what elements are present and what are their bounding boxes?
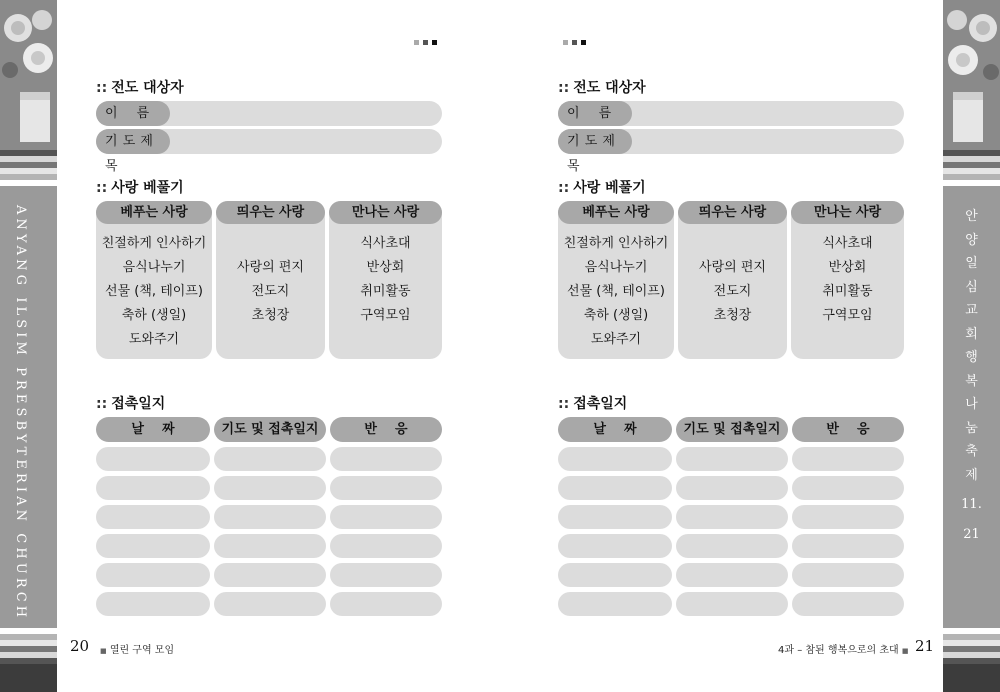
- log-cell-prayer[interactable]: [214, 534, 326, 558]
- log-cell-date[interactable]: [96, 563, 210, 587]
- log-cell-prayer[interactable]: [676, 447, 788, 471]
- log-cell-date[interactable]: [558, 563, 672, 587]
- footer-marker: ■: [901, 647, 909, 655]
- log-cell-date[interactable]: [96, 447, 210, 471]
- page-number: 20: [70, 637, 90, 655]
- column-header: 베푸는 사랑: [96, 201, 212, 224]
- column-header: 베푸는 사랑: [558, 201, 674, 224]
- list-item: 도와주기: [590, 332, 642, 347]
- list-item: 초청장: [251, 308, 290, 323]
- list-item: 음식나누기: [122, 260, 186, 275]
- prayer-topic-field[interactable]: [96, 129, 442, 174]
- log-cell-response[interactable]: [792, 476, 904, 500]
- list-item: 전도지: [713, 284, 752, 299]
- log-header-response: 반 응: [330, 417, 442, 442]
- column-items: [791, 232, 904, 328]
- list-item: 식사초대: [360, 236, 411, 251]
- log-cell-prayer[interactable]: [676, 505, 788, 529]
- festival-char: 회: [965, 326, 978, 342]
- log-cell-date[interactable]: [558, 447, 672, 471]
- share-section-title: :: 사랑 베풀기: [558, 180, 646, 196]
- log-cell-response[interactable]: [792, 505, 904, 529]
- festival-char: 21: [963, 526, 980, 542]
- column-items: [678, 256, 787, 328]
- church-name-text: ANYANG ILSIM PRESBYTERIAN CHURCH: [13, 205, 28, 622]
- list-item: 선물 (책, 테이프): [105, 284, 203, 299]
- list-item: 선물 (책, 테이프): [567, 284, 665, 299]
- list-item: 친절하게 인사하기: [101, 236, 207, 251]
- footer-text: 열린 구역 모임: [109, 645, 175, 656]
- column-items: [329, 232, 442, 328]
- festival-char: 제: [965, 467, 978, 483]
- left-side-strip: [0, 0, 57, 692]
- log-cell-prayer[interactable]: [214, 563, 326, 587]
- column-items: [216, 256, 325, 328]
- footer-title: [778, 641, 909, 656]
- share-column-give: [96, 201, 212, 359]
- log-cell-date[interactable]: [96, 505, 210, 529]
- log-cell-response[interactable]: [792, 447, 904, 471]
- church-name-vertical: [0, 205, 57, 630]
- list-item: 축하 (생일): [121, 308, 187, 323]
- list-item: 반상회: [366, 260, 405, 275]
- prayer-topic-label: 기 도 제 목: [558, 129, 632, 154]
- log-cell-response[interactable]: [330, 447, 442, 471]
- prayer-topic-field[interactable]: [558, 129, 904, 174]
- list-item: 전도지: [251, 284, 290, 299]
- list-item: 반상회: [828, 260, 867, 275]
- column-header: 띄우는 사랑: [678, 201, 787, 224]
- festival-char: 행: [965, 350, 978, 365]
- log-cell-prayer[interactable]: [214, 505, 326, 529]
- festival-char: 심: [965, 279, 978, 295]
- name-field[interactable]: [558, 101, 904, 126]
- flower-photo: [0, 0, 57, 150]
- column-items: [96, 232, 212, 352]
- list-item: 초청장: [713, 308, 752, 323]
- log-cell-date[interactable]: [96, 476, 210, 500]
- target-section-title: :: 전도 대상자: [558, 80, 646, 96]
- share-column-send: [678, 201, 787, 359]
- log-header-prayer: 기도 및 접촉일지: [676, 417, 788, 442]
- page-number: 21: [915, 637, 935, 655]
- log-section-title: :: 접촉일지: [96, 396, 166, 412]
- log-cell-date[interactable]: [96, 534, 210, 558]
- list-item: 사랑의 편지: [699, 260, 766, 275]
- log-cell-prayer[interactable]: [214, 447, 326, 471]
- list-item: 구역모임: [822, 308, 873, 323]
- log-cell-prayer[interactable]: [676, 592, 788, 616]
- flower-photo: [943, 0, 1000, 150]
- list-item: 구역모임: [360, 308, 411, 323]
- log-header-prayer: 기도 및 접촉일지: [214, 417, 326, 442]
- log-cell-date[interactable]: [558, 505, 672, 529]
- list-item: 도와주기: [128, 332, 180, 347]
- stripe-bands-top: [943, 150, 1000, 186]
- list-item: 친절하게 인사하기: [563, 236, 669, 251]
- list-item: 취미활동: [360, 284, 411, 299]
- festival-char: 양: [965, 232, 978, 248]
- footer-text: 4과 – 참된 행복으로의 초대: [778, 645, 899, 656]
- festival-char: 11.: [961, 497, 982, 512]
- log-cell-response[interactable]: [330, 534, 442, 558]
- list-item: 축하 (생일): [583, 308, 649, 323]
- prayer-topic-label: 기 도 제 목: [96, 129, 170, 154]
- share-column-meet: [329, 201, 442, 359]
- festival-char: 복: [965, 373, 978, 389]
- festival-char: 안: [965, 209, 978, 224]
- name-label: 이 름: [96, 101, 170, 126]
- log-header-date: 날 짜: [96, 417, 210, 442]
- festival-char: 눔: [965, 420, 978, 436]
- log-cell-prayer[interactable]: [214, 592, 326, 616]
- footer-marker: ■: [100, 647, 107, 655]
- log-cell-response[interactable]: [792, 592, 904, 616]
- column-header: 만나는 사랑: [791, 201, 904, 224]
- log-cell-prayer[interactable]: [676, 534, 788, 558]
- log-cell-date[interactable]: [96, 592, 210, 616]
- log-header-date: 날 짜: [558, 417, 672, 442]
- log-cell-response[interactable]: [330, 592, 442, 616]
- column-header: 만나는 사랑: [329, 201, 442, 224]
- share-column-give: [558, 201, 674, 359]
- flower-vase-image: [943, 0, 1000, 150]
- log-header-response: 반 응: [792, 417, 904, 442]
- share-column-send: [216, 201, 325, 359]
- stripe-bands-bottom: [943, 628, 1000, 692]
- target-section-title: :: 전도 대상자: [96, 80, 184, 96]
- flower-vase-image: [0, 0, 57, 150]
- log-cell-prayer[interactable]: [214, 476, 326, 500]
- column-header: 띄우는 사랑: [216, 201, 325, 224]
- festival-name-vertical: [943, 205, 1000, 546]
- log-cell-response[interactable]: [330, 563, 442, 587]
- page-dots: [414, 40, 437, 45]
- log-cell-date[interactable]: [558, 534, 672, 558]
- log-cell-response[interactable]: [330, 505, 442, 529]
- share-section-title: :: 사랑 베풀기: [96, 180, 184, 196]
- log-cell-response[interactable]: [792, 534, 904, 558]
- log-cell-prayer[interactable]: [676, 563, 788, 587]
- name-field[interactable]: [96, 101, 442, 126]
- share-column-meet: [791, 201, 904, 359]
- column-items: [558, 232, 674, 352]
- list-item: 음식나누기: [584, 260, 648, 275]
- log-section-title: :: 접촉일지: [558, 396, 628, 412]
- log-cell-response[interactable]: [330, 476, 442, 500]
- log-cell-response[interactable]: [792, 563, 904, 587]
- festival-char: 나: [965, 397, 978, 412]
- footer-title: [100, 641, 174, 656]
- page-dots: [563, 40, 586, 45]
- log-cell-date[interactable]: [558, 476, 672, 500]
- list-item: 취미활동: [822, 284, 873, 299]
- festival-char: 교: [965, 303, 978, 318]
- list-item: 식사초대: [822, 236, 873, 251]
- right-side-strip: [943, 0, 1000, 692]
- festival-char: 축: [965, 444, 978, 459]
- name-label: 이 름: [558, 101, 632, 126]
- list-item: 사랑의 편지: [237, 260, 304, 275]
- stripe-bands-bottom: [0, 628, 57, 692]
- stripe-bands-top: [0, 150, 57, 186]
- log-cell-date[interactable]: [558, 592, 672, 616]
- log-cell-prayer[interactable]: [676, 476, 788, 500]
- festival-char: 일: [965, 256, 978, 271]
